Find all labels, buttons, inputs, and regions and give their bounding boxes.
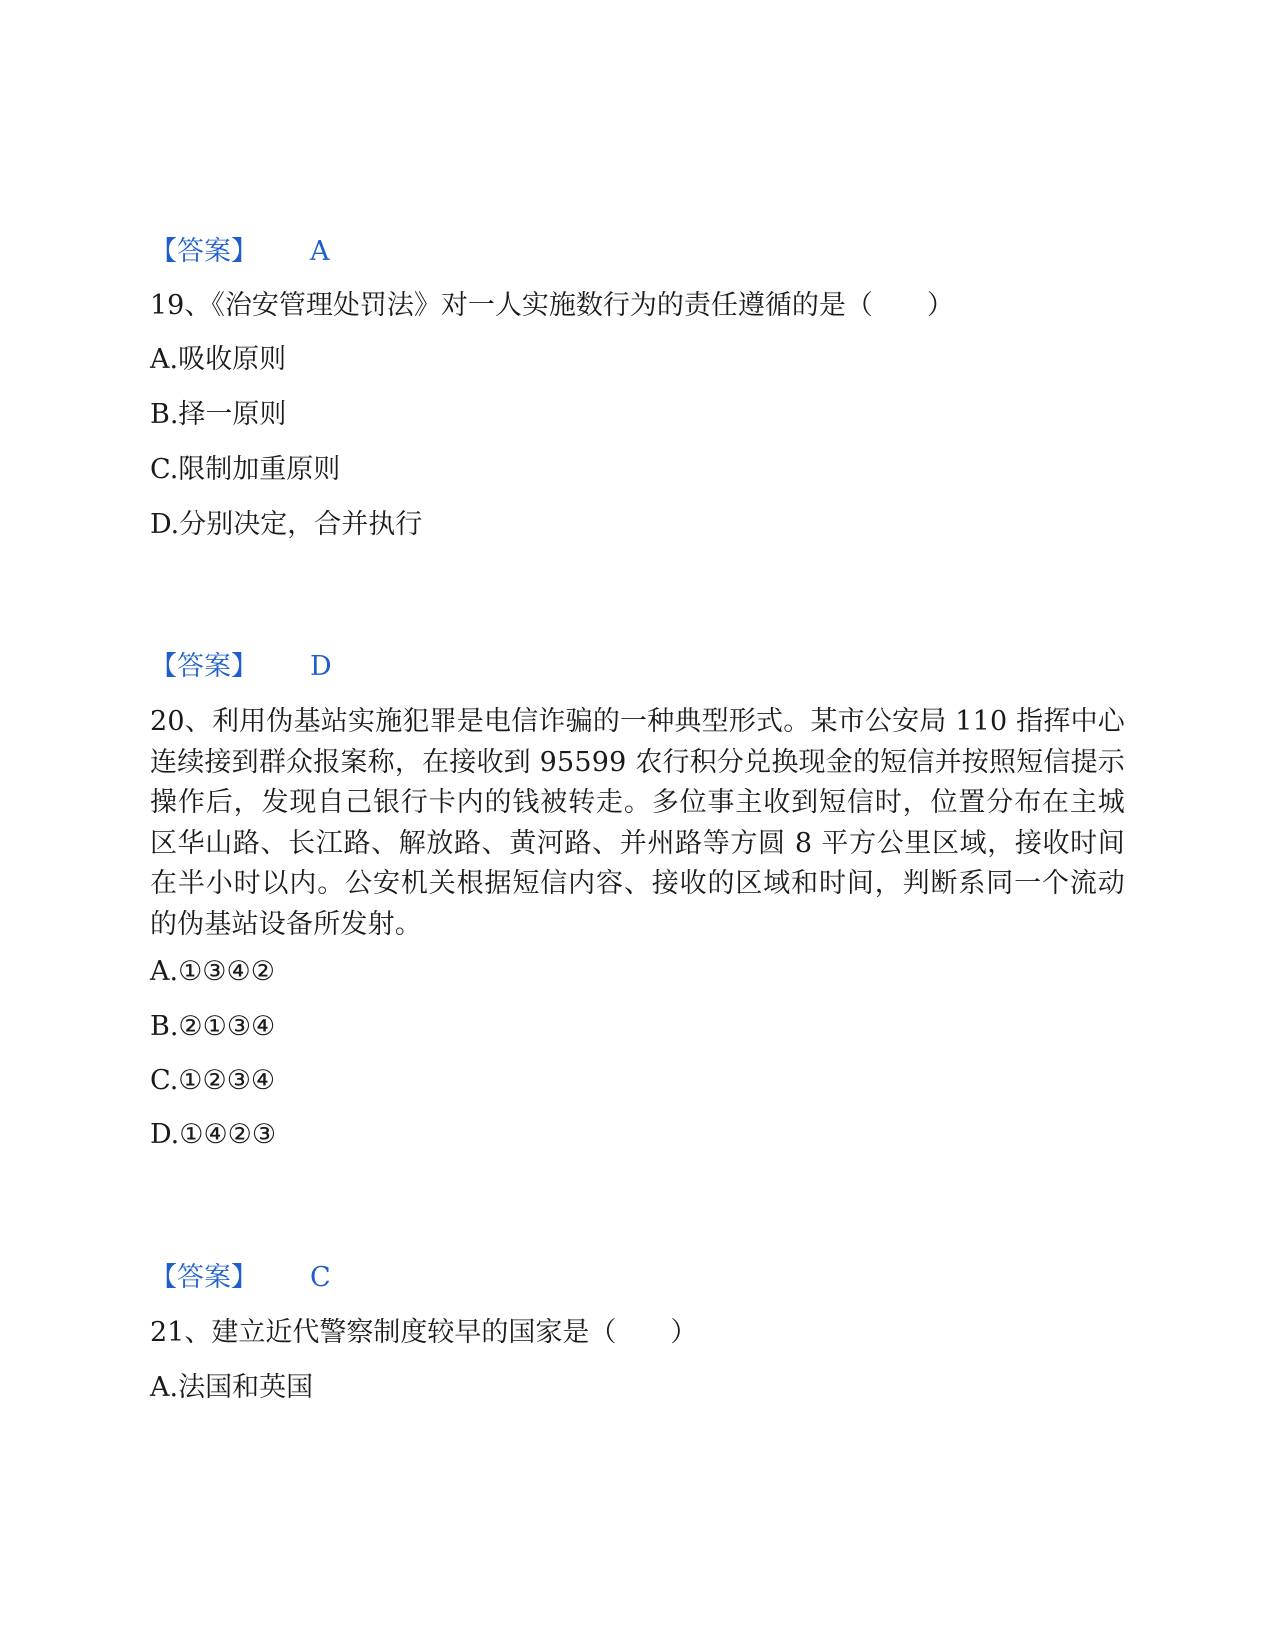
answer-q20 — [150, 1261, 331, 1295]
answer-q19 — [150, 650, 332, 684]
q19-option-b: B.择一原则 — [150, 399, 287, 430]
q20-option-c: C.①②③④ — [150, 1065, 276, 1096]
answer-value: C — [310, 1262, 331, 1293]
answer-label: 【答案】 — [150, 1262, 258, 1293]
question-21: 21、建立近代警察制度较早的国家是（ ） — [150, 1317, 698, 1348]
answer-value: D — [310, 651, 332, 682]
q20-option-d: D.①④②③ — [150, 1119, 277, 1150]
answer-q18 — [150, 235, 330, 269]
answer-label: 【答案】 — [150, 236, 258, 267]
q19-option-a: A.吸收原则 — [150, 344, 287, 375]
q20-option-b: B.②①③④ — [150, 1011, 276, 1042]
question-20: 20、利用伪基站实施犯罪是电信诈骗的一种典型形式。某市公安局 110 指挥中心连续接到群众报案称，在接收到 95599 农行积分兑换现金的短信并按照短信提示操作后，发现自己银行卡内的钱被转走。多位事主收到短信时，位置分布在主城区华山路、长江路、解放路、黄河路、并州路等方圆 8 平方公里区域，接收时间在半小时以内。公安机关根据短信内容、接收的区域和时间，判断系同一个流动的伪基站设备所发射。 — [150, 706, 1125, 940]
answer-value: A — [310, 236, 330, 267]
q20-option-a: A.①③④② — [150, 956, 275, 987]
question-19: 19、《治安管理处罚法》对一人实施数行为的责任遵循的是（ ） — [150, 290, 954, 321]
q21-option-a: A.法国和英国 — [150, 1372, 314, 1403]
q19-option-c: C.限制加重原则 — [150, 454, 341, 485]
q19-option-d: D.分别决定，合并执行 — [150, 509, 423, 540]
answer-label: 【答案】 — [150, 651, 258, 682]
